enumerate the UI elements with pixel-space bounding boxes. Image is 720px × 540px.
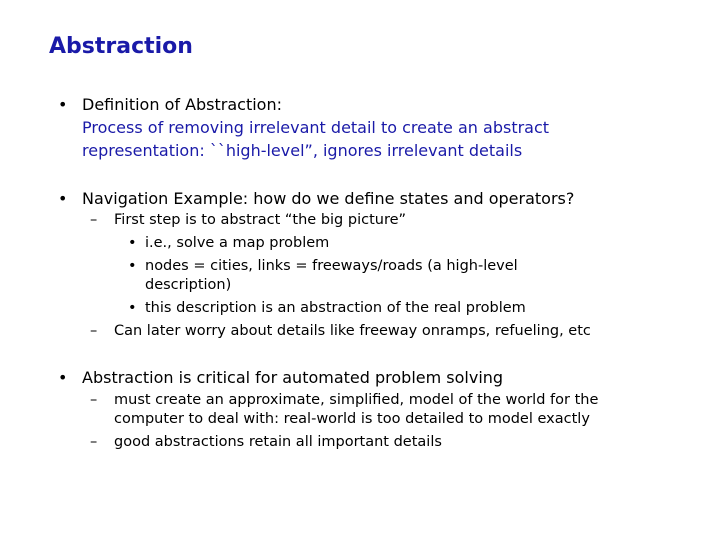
bullet-marker: • <box>128 258 137 274</box>
definition-text: representation: ``high-level”, ignores irrelevant details <box>82 141 523 160</box>
dash-marker: – <box>90 392 98 408</box>
bullet-heading: Abstraction is critical for automated problem solving <box>82 368 504 387</box>
slide-title: Abstraction <box>49 34 193 59</box>
bullet-heading: Definition of Abstraction: <box>82 95 282 114</box>
bullet-marker: • <box>58 189 68 208</box>
subsubpoint-text: nodes = cities, links = freeways/roads (a high-level <box>145 258 518 274</box>
bullet-marker: • <box>128 235 137 251</box>
bullet-marker: • <box>128 300 137 316</box>
subsubpoint-text: this description is an abstraction of the real problem <box>145 300 526 316</box>
subsubpoint-text: description) <box>145 277 232 293</box>
subpoint-text: First step is to abstract “the big picture” <box>114 212 407 228</box>
subpoint-text: good abstractions retain all important details <box>114 434 442 450</box>
subpoint-text: Can later worry about details like freeway onramps, refueling, etc <box>114 323 591 339</box>
dash-marker: – <box>90 212 98 228</box>
bullet-heading: Navigation Example: how do we define states and operators? <box>82 189 575 208</box>
definition-text: Process of removing irrelevant detail to create an abstract <box>82 118 550 137</box>
subpoint-text: computer to deal with: real-world is too detailed to model exactly <box>114 411 590 427</box>
subpoint-text: must create an approximate, simplified, model of the world for the <box>114 392 599 408</box>
bullet-marker: • <box>58 368 68 387</box>
bullet-marker: • <box>58 95 68 114</box>
dash-marker: – <box>90 323 98 339</box>
dash-marker: – <box>90 434 98 450</box>
subsubpoint-text: i.e., solve a map problem <box>145 235 330 251</box>
